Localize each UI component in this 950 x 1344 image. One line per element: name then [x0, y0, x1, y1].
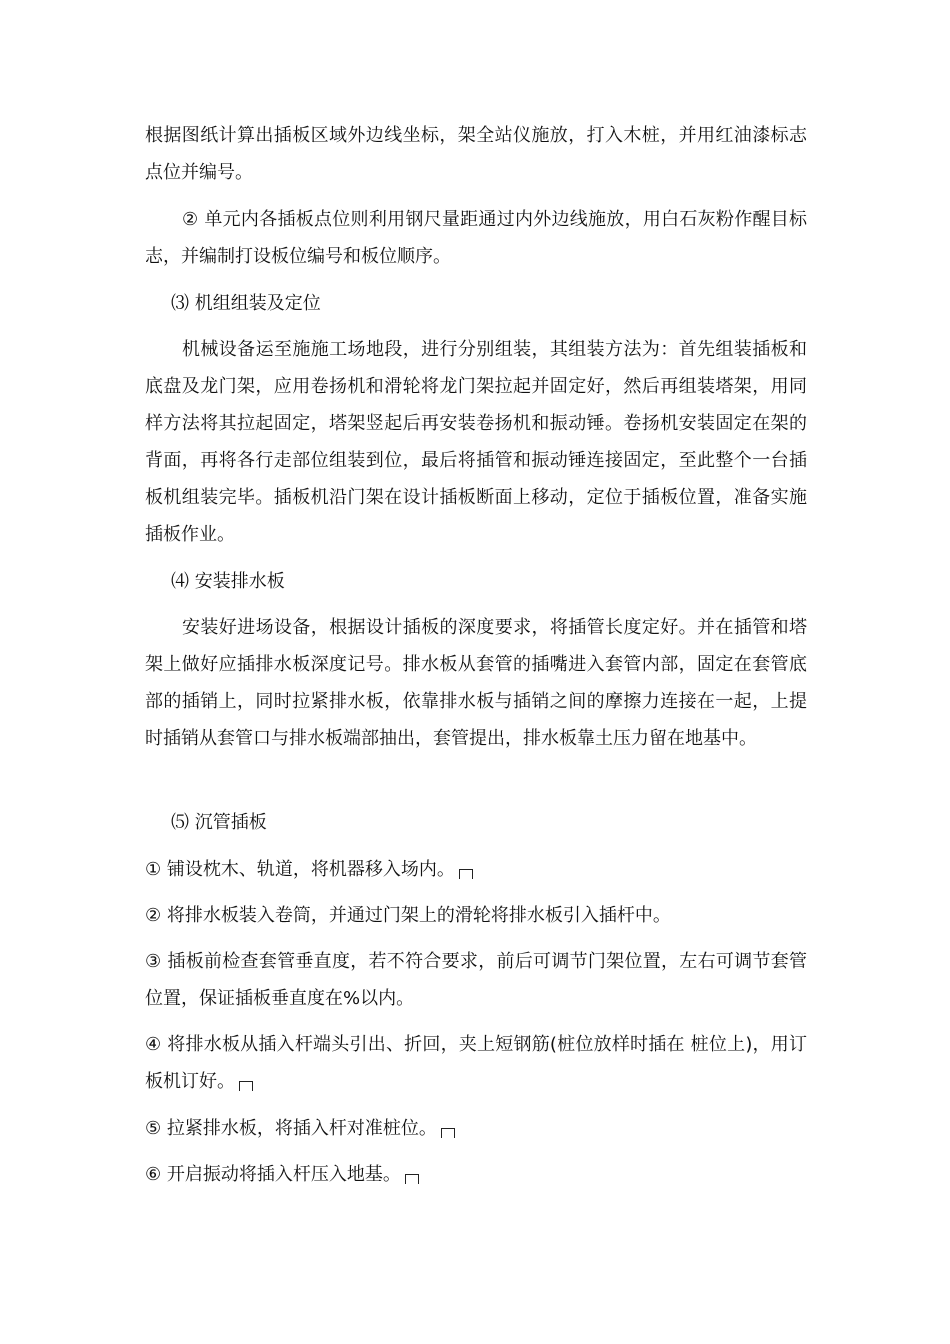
bracket-mark-icon — [441, 1128, 455, 1138]
heading-sink-pipe-insertion: ⑸ 沉管插板 — [171, 812, 267, 833]
step-4-text: ④ 将排水板从插入杆端头引出、折回，夹上短钢筋(桩位放样时插在 桩位上)，用订板机订好。 — [145, 1034, 807, 1092]
step-5 — [145, 1110, 807, 1147]
heading-install-drain-board: ⑷ 安装排水板 — [171, 571, 285, 592]
step-6 — [145, 1156, 807, 1193]
bracket-mark-icon — [459, 869, 473, 879]
bracket-mark-icon — [239, 1081, 253, 1091]
paragraph-install-drain-board: 安装好进场设备，根据设计插板的深度要求，将插管长度定好。并在插管和塔架上做好应插排水板深度记号。排水板从套管的插嘴进入套管内部，固定在套管底部的插销上，同时拉紧排水板，依靠排水板与插销之间的摩擦力连接在一起，上提时插销从套管口与排水板端部抽出，套管提出，排水板靠土压力留在地基中。 — [145, 617, 807, 749]
step-5-text: ⑤ 拉紧排水板，将插入杆对准桩位。 — [145, 1118, 437, 1139]
step-6-text: ⑥ 开启振动将插入杆压入地基。 — [145, 1164, 401, 1185]
paragraph-machine-assembly: 机械设备运至施施工场地段，进行分别组装，其组装方法为：首先组装插板和底盘及龙门架，应用卷扬机和滑轮将龙门架拉起并固定好，然后再组装塔架，用同样方法将其拉起固定，塔架竖起后再安装卷扬机和振动锤。卷扬机安装固定在架的背面，再将各行走部位组装到位，最后将插管和振动锤连接固定，至此整个一台插板机组装完毕。插板机沿门架在设计插板断面上移动，定位于插板位置，准备实施插板作业。 — [145, 339, 807, 545]
paragraph-unit-points: ② 单元内各插板点位则利用钢尺量距通过内外边线施放，用白石灰粉作醒目标志，并编制打设板位编号和板位顺序。 — [145, 209, 807, 267]
step-4 — [145, 1026, 807, 1100]
step-1 — [145, 851, 807, 888]
paragraph-survey-coordinates: 根据图纸计算出插板区域外边线坐标，架全站仪施放，打入木桩，并用红油漆标志点位并编号。 — [145, 125, 807, 183]
bracket-mark-icon — [405, 1174, 419, 1184]
step-2: ② 将排水板装入卷筒，并通过门架上的滑轮将排水板引入插杆中。 — [145, 905, 671, 926]
step-3: ③ 插板前检查套管垂直度，若不符合要求，前后可调节门架位置，左右可调节套管位置，保证插板垂直度在%以内。 — [145, 951, 807, 1009]
step-1-text: ① 铺设枕木、轨道，将机器移入场内。 — [145, 859, 455, 880]
heading-machine-assembly: ⑶ 机组组装及定位 — [171, 293, 321, 314]
